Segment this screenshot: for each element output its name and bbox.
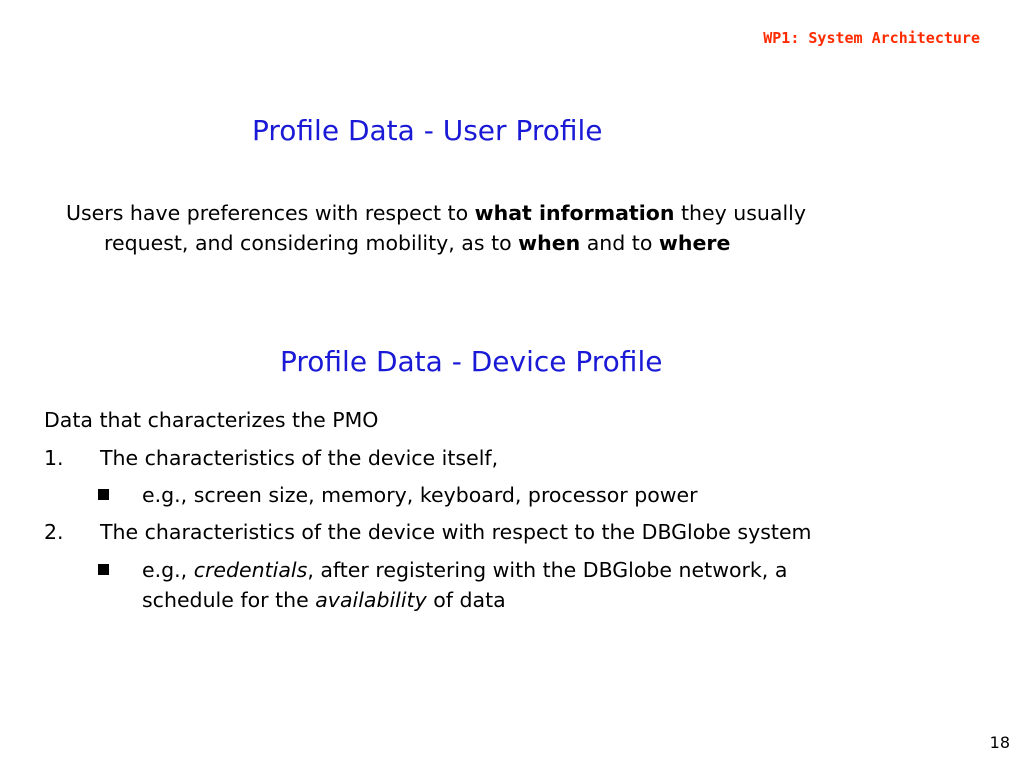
- sub-bullet-text: e.g., screen size, memory, keyboard, processor power: [142, 483, 698, 507]
- slide-title-user-profile: Profile Data - User Profile: [252, 114, 603, 147]
- user-profile-paragraph: [66, 198, 926, 258]
- list-item-text: The characteristics of the device itself,: [100, 446, 499, 470]
- square-bullet-icon: [98, 489, 109, 500]
- slide-header: WP1: System Architecture: [763, 29, 980, 47]
- sub-bullet-2: [98, 555, 787, 615]
- list-item-1: [44, 446, 498, 470]
- list-number: 1.: [44, 446, 64, 470]
- intro-line-2: request, and considering mobility, as to when and to where: [104, 231, 731, 255]
- sub-bullet-1: [98, 480, 698, 510]
- square-bullet-icon: [98, 564, 109, 575]
- list-number: 2.: [44, 520, 64, 544]
- page-number: 18: [989, 733, 1010, 752]
- slide-title-device-profile: Profile Data - Device Profile: [280, 345, 663, 378]
- device-intro: Data that characterizes the PMO: [44, 408, 379, 432]
- list-item-text: The characteristics of the device with respect to the DBGlobe system: [100, 520, 812, 544]
- intro-line-1: Users have preferences with respect to what information they usually: [66, 201, 806, 225]
- sub-bullet-text: e.g., credentials, after registering with the DBGlobe network, a schedule for the availability of data: [142, 558, 788, 612]
- list-item-2: [44, 520, 812, 544]
